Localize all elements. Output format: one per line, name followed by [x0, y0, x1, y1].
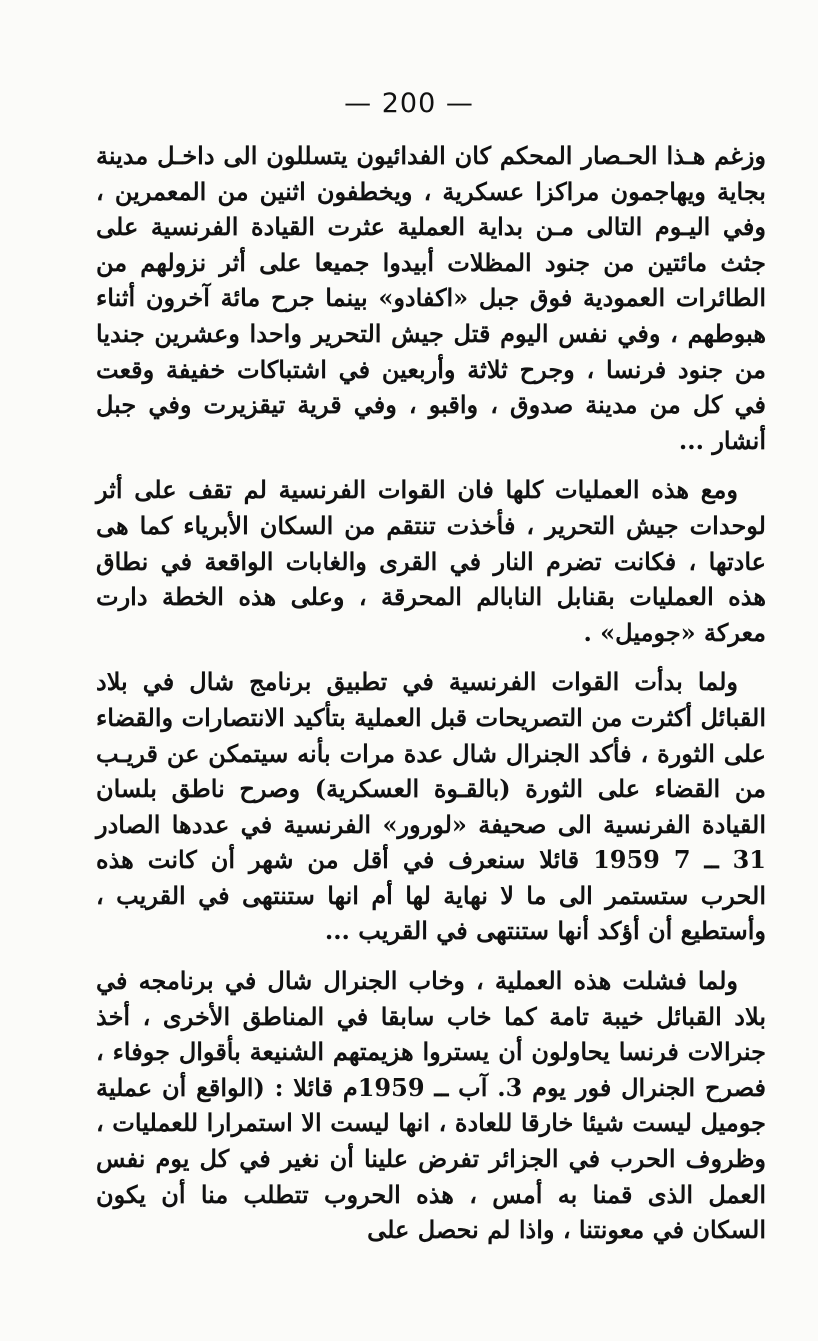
paragraph-4: ولما فشلت هذه العملية ، وخاب الجنرال شال في برنامجه في بلاد القبائل خيبة تامة كما خاب سابقا في المناطق الأخرى ، أخذ جنرالات فرنسا يحاولون أن يستروا هزيمتهم الشنيعة بأقوال جوفاء ، فصرح الجنرال فور يوم 3. آب ــ 1959م قائلا : (الواقع أن عملية جوميل ليست شيئا خارقا للعادة ، انها ليست الا استمرارا للعمليات ، وظروف الحرب في الجزائر تفرض علينا أن نغير في كل يوم نفس العمل الذى قمنا به أمس ، هذه الحروب تتطلب منا أن يكون السكان في معونتنا ، واذا لم نحصل على: [96, 966, 767, 1245]
page-number: — 200 —: [344, 88, 474, 119]
paragraph-2: ومع هذه العمليات كلها فان القوات الفرنسية لم تقف على أثر لوحدات جيش التحرير ، فأخذت تنتقم من السكان الأبرياء كما هى عادتها ، فكانت تضرم النار في القرى والغابات الواقعة في نطاق هذه العمليات بقنابل النابالم المحرقة ، وعلى هذه الخطة دارت معركة «جوميل» .: [96, 475, 766, 647]
body-text: [96, 138, 766, 1262]
paragraph-3: ولما بدأت القوات الفرنسية في تطبيق برنامج شال في بلاد القبائل أكثرت من التصريحات قبل العملية بتأكيد الانتصارات والقضاء على الثورة ، فأكد الجنرال شال عدة مرات بأنه سيتمكن عن قريـب من القضاء على الثورة (بالقـوة العسكرية) وصرح ناطق بلسان القيادة الفرنسية الى صحيفة «لورور» الفرنسية في عددها الصادر 31 ــ 7 1959 قائلا سنعرف في أقل من شهر أن كانت هذه الحرب ستستمر الى ما لا نهاية لها أم انها ستنتهى في القريب ، وأستطيع أن أؤكد أنها ستنتهى في القريب ...: [96, 667, 767, 946]
paragraph-1: وزغم هـذا الحـصار المحكم كان الفدائيون يتسللون الى داخـل مدينة بجاية ويهاجمون مراكزا عسكرية ، ويخطفون اثنين من المعمرين ، وفي اليـوم التالى مـن بداية العملية عثرت القيادة الفرنسية على جثث مائتين من جنود المظلات أبيدوا جميعا على أثر نزولهم من الطائرات العمودية فوق جبل «اكفادو» بينما جرح مائة آخرون أثناء هبوطهم ، وفي نفس اليوم قتل جيش التحرير واحدا وعشرين جنديا من جنود فرنسا ، وجرح ثلاثة وأربعين في اشتباكات خفيفة وقعت في كل من مدينة صدوق ، واقبو ، وفي قرية تيقزيرت وفي جبل أنشار ...: [96, 141, 766, 455]
